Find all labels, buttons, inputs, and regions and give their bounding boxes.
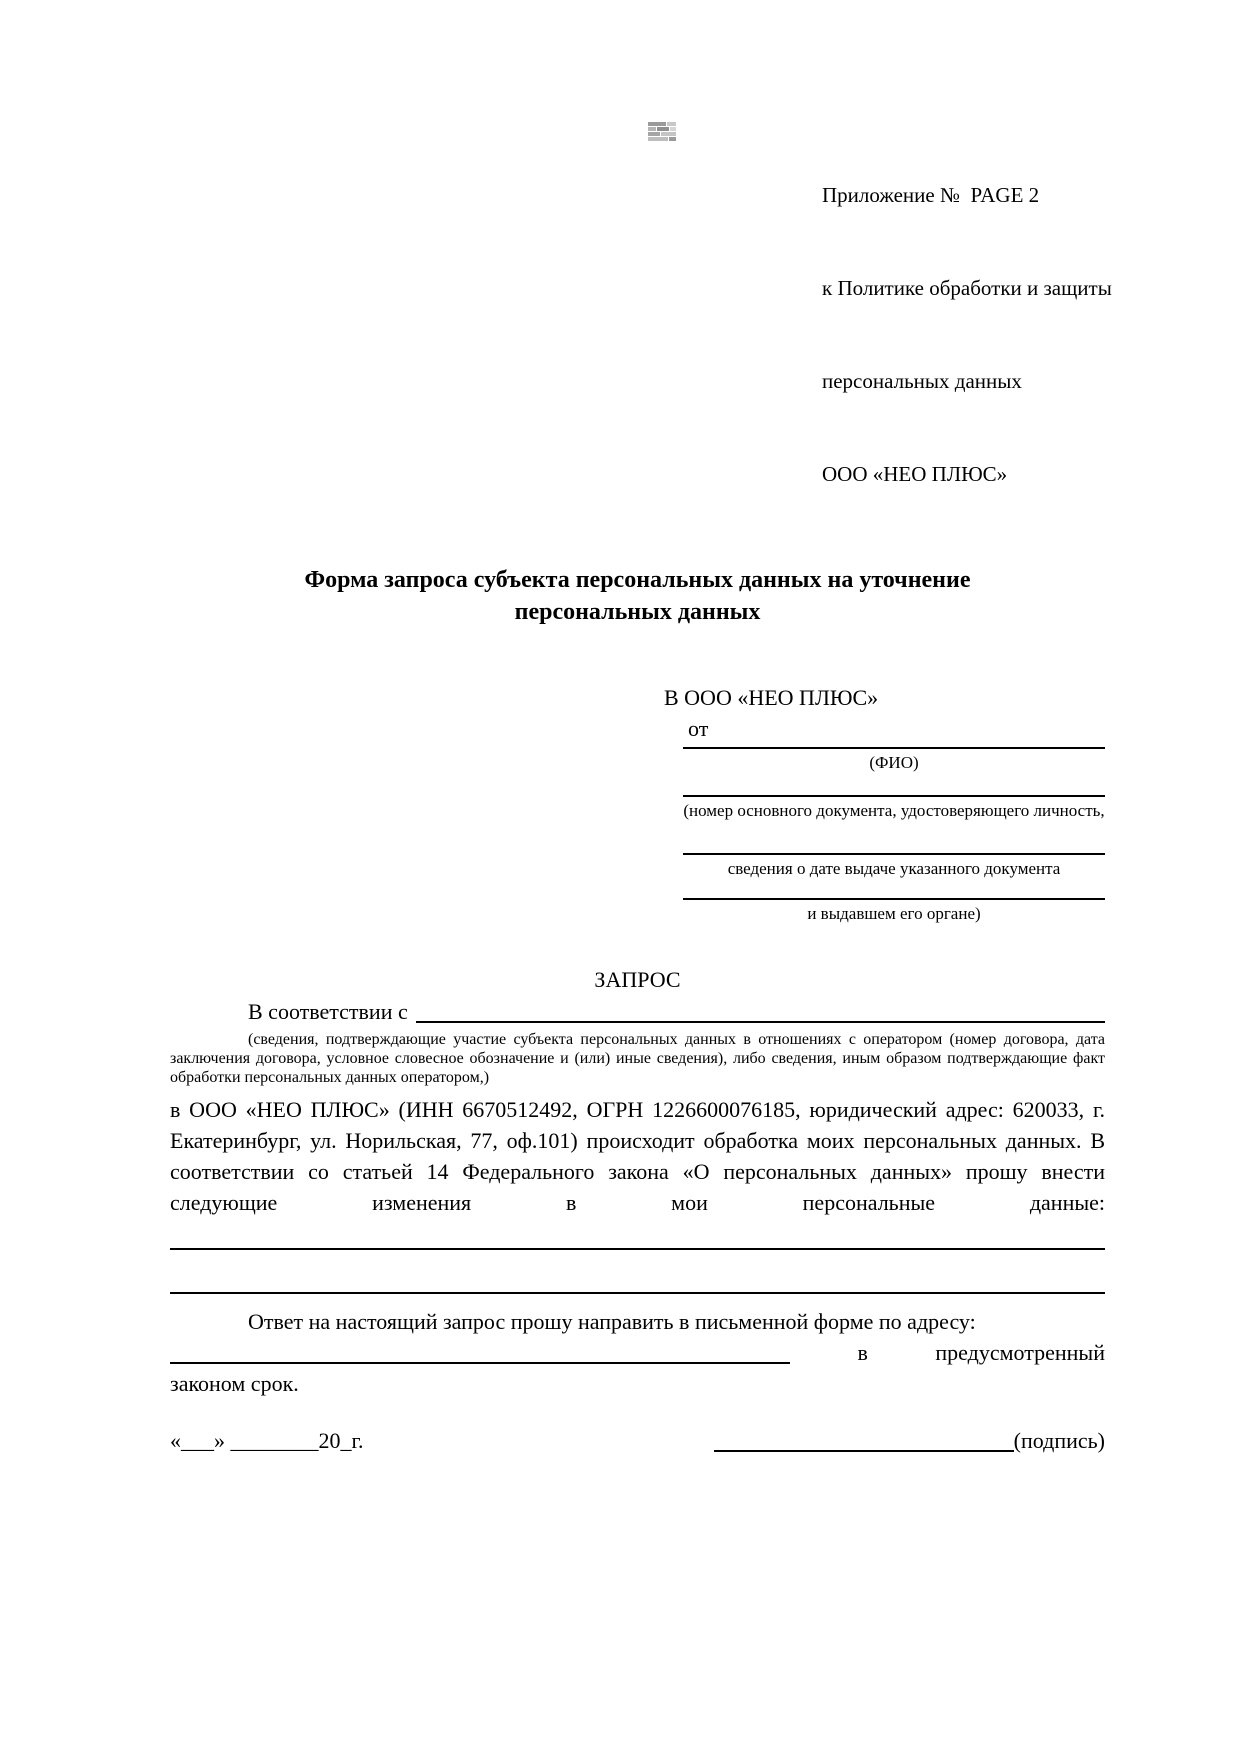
appendix-note-line-1: Приложение № PAGE 2 — [822, 183, 1040, 207]
reply-sentence: Ответ на настоящий запрос прошу направить в письменной форме по адресу: — [248, 1309, 976, 1334]
field-fio-blank-line — [683, 747, 1105, 749]
signature-group — [714, 1425, 1105, 1456]
request-intro-text: В соответствии с — [248, 999, 408, 1024]
reply-word-in: в — [857, 1340, 868, 1365]
footnote-text: (сведения, подтверждающие участие субъекта персональных данных в отношениях с оператором (номер договора, дата заключения договора, условное словесное обозначение и (или) иные сведения), либо сведения, иным образом подтверждающие факт обработки персональных данных оператором,) — [170, 1031, 1105, 1086]
appendix-note-line-3: персональных данных — [822, 369, 1022, 393]
reply-tail: законом срок. — [170, 1371, 299, 1396]
appendix-note — [822, 118, 1152, 552]
changes-blank-line-2 — [170, 1292, 1105, 1294]
document-title-line-1: Форма запроса субъекта персональных данных на уточнение — [304, 567, 971, 593]
reply-word-term: предусмотренный — [935, 1340, 1105, 1365]
field-doc-issue-date-label: сведения о дате выдаче указанного документа — [727, 859, 1061, 878]
field-doc-authority-blank-line — [683, 898, 1105, 900]
field-doc-number-blank-line — [683, 795, 1105, 797]
field-fio-label: (ФИО) — [869, 753, 919, 772]
field-doc-authority-label: и выдавшем его органе) — [807, 904, 981, 923]
signature-label: (подпись) — [1013, 1428, 1105, 1453]
request-intro-blank-line — [416, 996, 1105, 1023]
document-title-line-2: персональных данных — [514, 599, 761, 625]
request-body-paragraph: в ООО «НЕО ПЛЮС» (ИНН 6670512492, ОГРН 1226600076185, юридический адрес: 620033, г. Екатеринбург, ул. Норильская, 77, оф.101) происходит обработка моих персональных данных. В соответствии со статьей 14 Федерального закона «О персональных данных» прошу внести следующие изменения в мои персональные данные: — [170, 1097, 1105, 1215]
appendix-note-line-4: ООО «НЕО ПЛЮС» — [822, 462, 1008, 486]
field-doc-issue-date-blank-line — [683, 853, 1105, 855]
addressee-block — [664, 682, 1105, 924]
addressee-to: В ООО «НЕО ПЛЮС» — [664, 685, 879, 710]
field-code-artifact-icon — [648, 121, 678, 152]
reply-address-blank-line — [170, 1362, 790, 1364]
addressee-from-label: от — [688, 716, 709, 741]
document-title — [170, 564, 1105, 628]
request-intro-line — [170, 996, 1105, 1027]
appendix-note-line-2: к Политике обработки и защиты — [822, 276, 1112, 300]
reply-address-line — [170, 1337, 1105, 1368]
date-blank: «___» ________20_г. — [170, 1428, 364, 1453]
addressee-fields — [683, 747, 1105, 924]
changes-blank-line-1 — [170, 1248, 1105, 1250]
field-doc-number-label: (номер основного документа, удостоверяющего личность, — [683, 801, 1105, 820]
date-signature-row — [170, 1425, 1105, 1456]
request-heading: ЗАПРОС — [594, 967, 681, 992]
signature-blank-line — [714, 1450, 1014, 1452]
